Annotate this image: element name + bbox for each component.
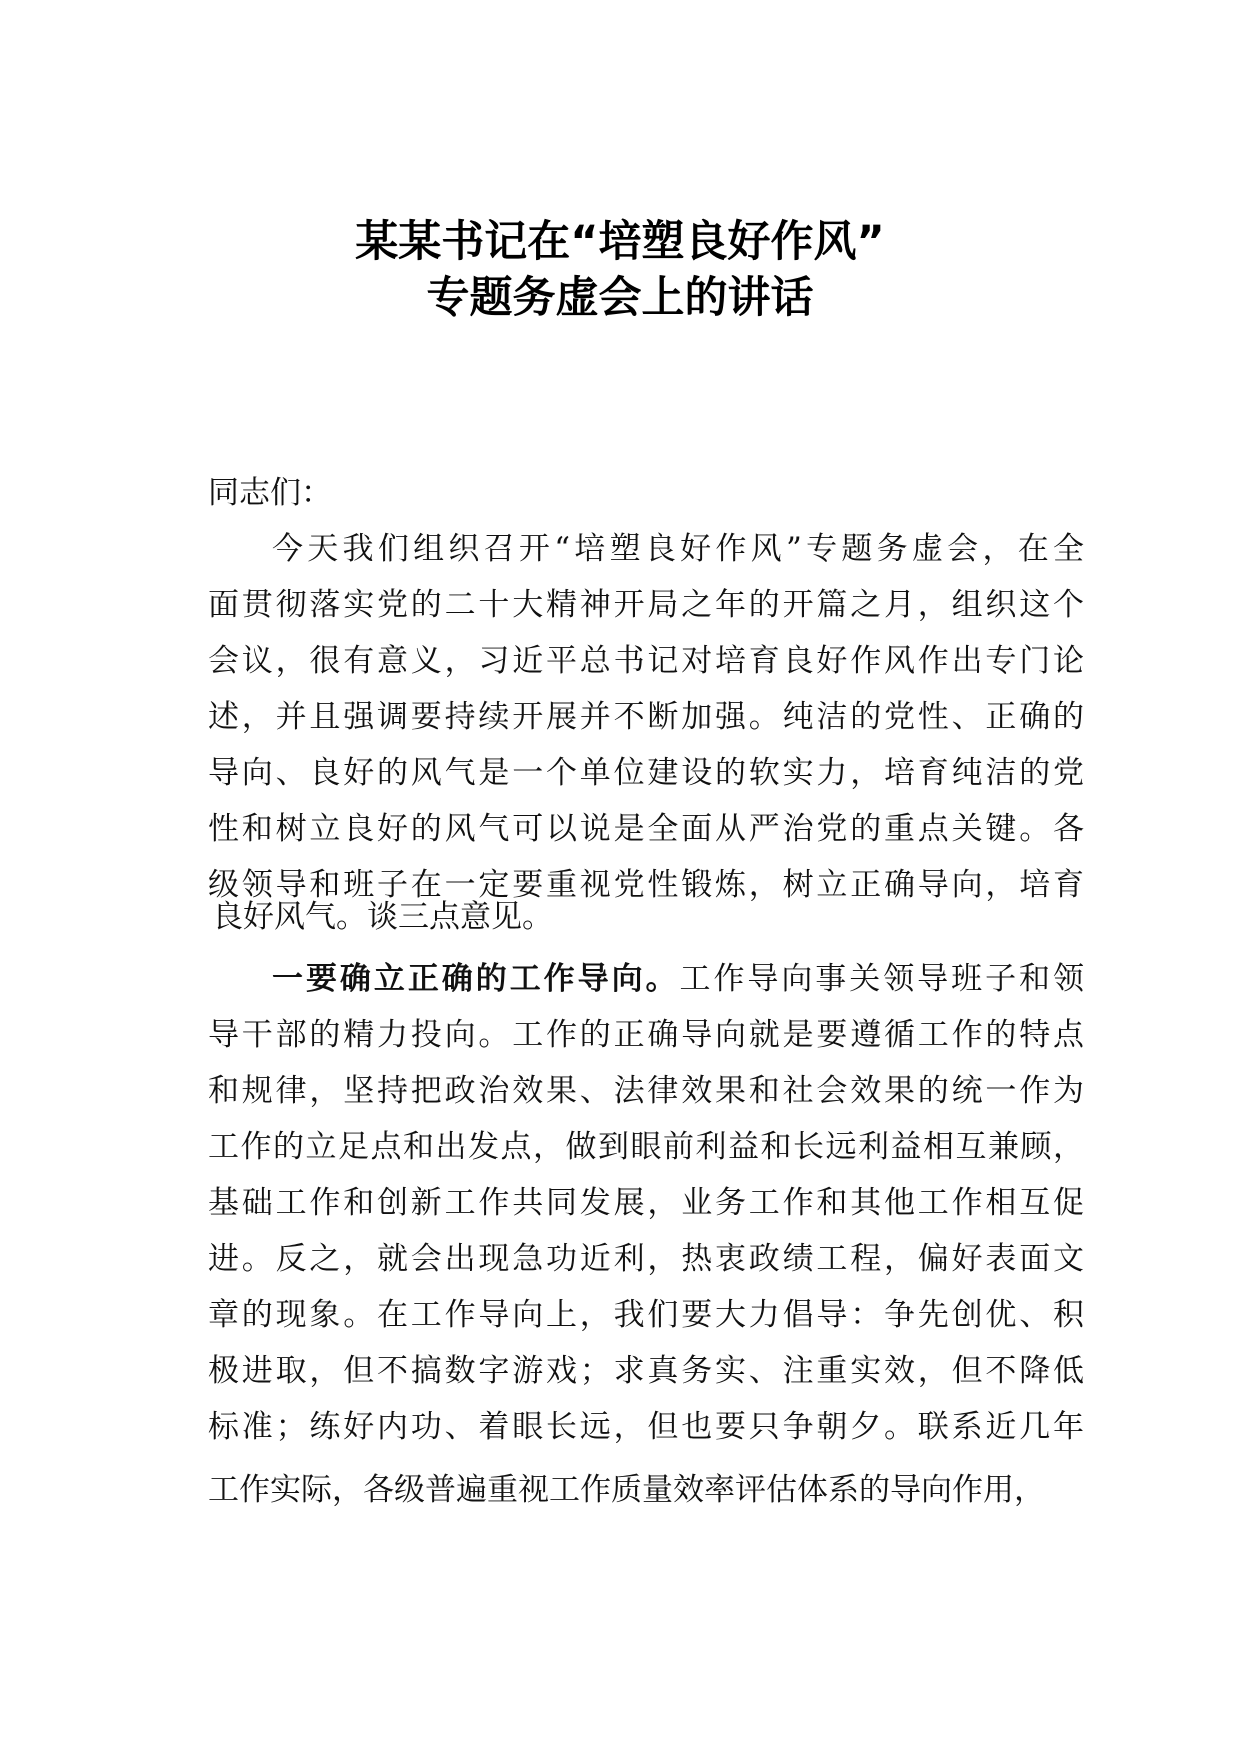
section-heading-rest: 工作导向事关领导班子和领 [679,961,1084,997]
title-line-1: 某某书记在“培塑良好作风” [355,217,885,267]
paragraph-line: 标准；练好内功、着眼长远，但也要只争朝夕。联系近几年 [208,1409,1084,1445]
paragraph-line: 章的现象。在工作导向上，我们要大力倡导：争先创优、积 [208,1297,1084,1333]
title-line-2: 专题务虚会上的讲话 [426,273,814,323]
paragraph-line: 面贯彻落实党的二十大精神开局之年的开篇之月，组织这个 [208,587,1084,623]
paragraph-line: 导干部的精力投向。工作的正确导向就是要遵循工作的特点 [208,1017,1084,1053]
paragraph-line: 级领导和班子在一定要重视党性锻炼，树立正确导向，培育 [208,867,1084,903]
salutation: 同志们： [208,475,332,511]
paragraph-line: 进。反之，就会出现急功近利，热衷政绩工程，偏好表面文 [208,1241,1084,1277]
paragraph-line: 极进取，但不搞数字游戏；求真务实、注重实效，但不降低 [208,1353,1084,1389]
paragraph-1 [208,521,1084,913]
paragraph-line [208,951,1084,1007]
paragraph-line: 导向、良好的风气是一个单位建设的软实力，培育纯洁的党 [208,755,1084,791]
paragraph-line: 基础工作和创新工作共同发展，业务工作和其他工作相互促 [208,1185,1084,1221]
document-title [0,214,1240,326]
paragraph-line: 和规律，坚持把政治效果、法律效果和社会效果的统一作为 [208,1073,1084,1109]
paragraph-line: 今天我们组织召开“培塑良好作风”专题务虚会，在全 [272,531,1084,567]
section-heading: 一要确立正确的工作导向。 [272,961,680,997]
paragraph-2 [208,951,1084,1455]
paragraph-line: 性和树立良好的风气可以说是全面从严治党的重点关键。各 [208,811,1084,847]
paragraph-1-tail: 良好风气。谈三点意见。 [212,899,553,935]
paragraph-line: 会议，很有意义，习近平总书记对培育良好作风作出专门论 [208,643,1084,679]
paragraph-2-tail: 工作实际，各级普遍重视工作质量效率评估体系的导向作用， [208,1472,1045,1508]
paragraph-line: 述，并且强调要持续开展并不断加强。纯洁的党性、正确的 [208,699,1084,735]
paragraph-line: 工作的立足点和出发点，做到眼前利益和长远利益相互兼顾， [208,1129,1084,1165]
